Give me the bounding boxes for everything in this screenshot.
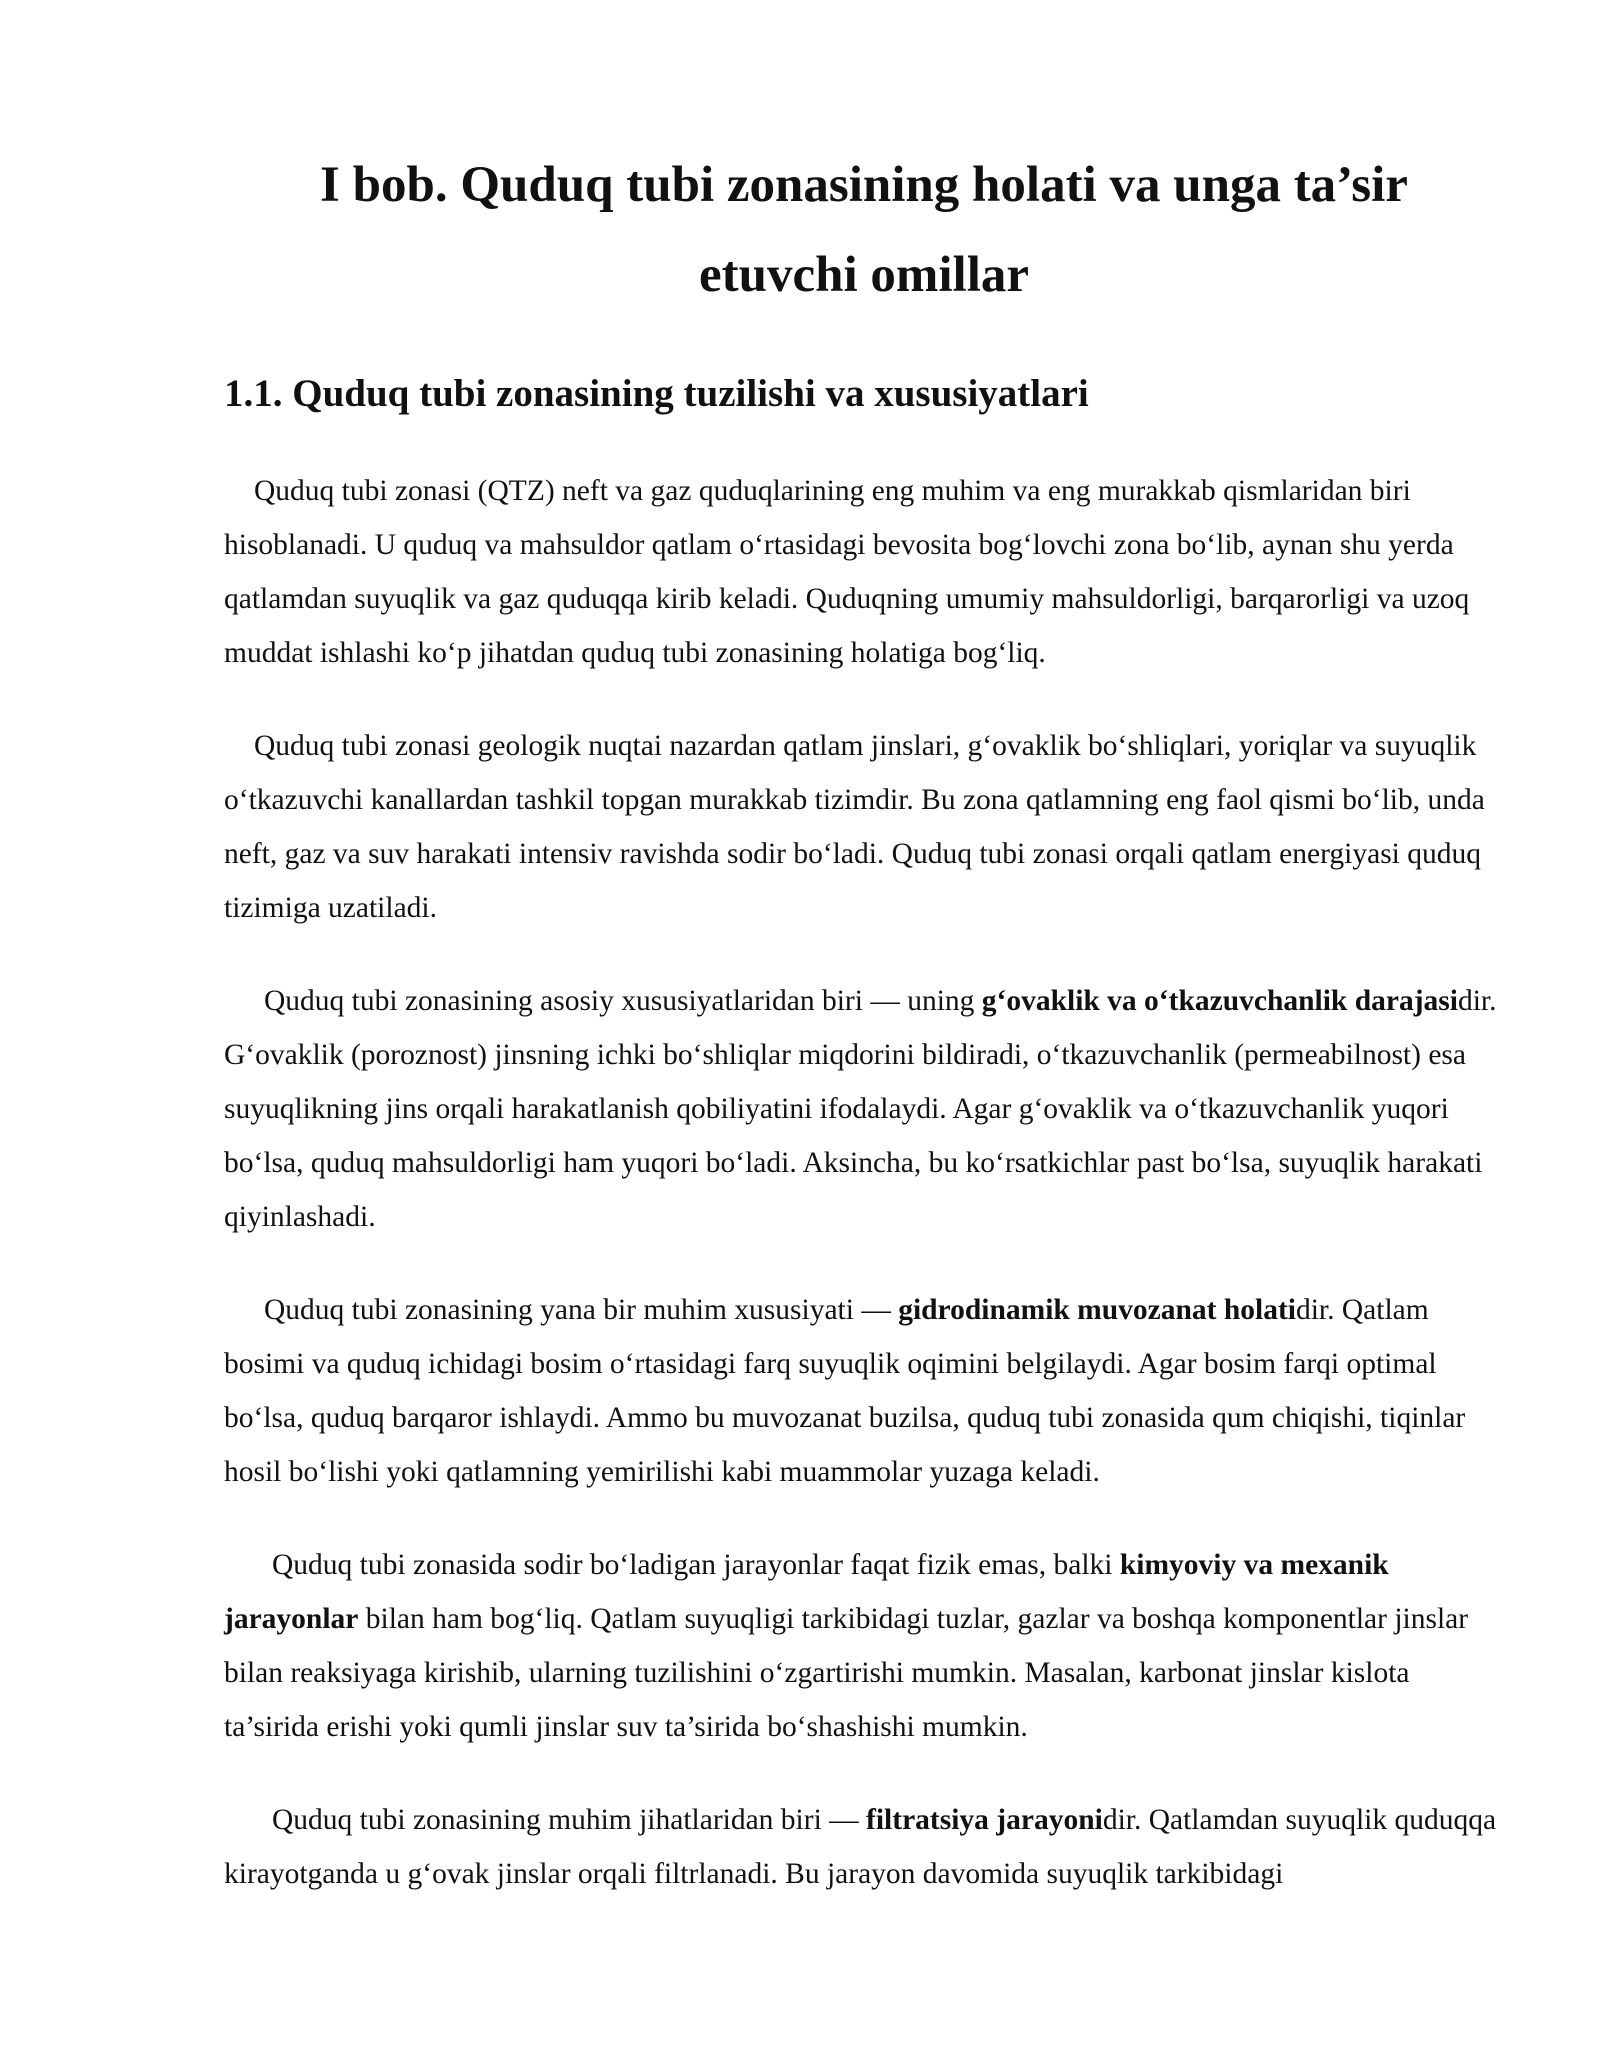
paragraph-text: Quduq tubi zonasi geologik nuqtai nazardan qatlam jinslari, g‘ovaklik bo‘shliqlari, yoriqlar va suyuqlik o‘tkazuvchi kanallardan tashkil topgan murakkab tizimdir. Bu zona qatlamning eng faol qismi bo‘lib, unda neft, gaz va suv harakati intensiv ravishda sodir bo‘ladi. Quduq tubi zonasi orqali qatlam energiyasi quduq tizimiga uzatiladi. — [224, 730, 1485, 924]
paragraph-text: Quduq tubi zonasida sodir bo‘ladigan jarayonlar faqat fizik emas, balki — [272, 1549, 1120, 1581]
document-page — [224, 140, 1504, 1940]
paragraph-text: dir. Qatlam bosimi va quduq ichidagi bosim o‘rtasidagi farq suyuqlik oqimini belgilaydi. Agar bosim farqi optimal bo‘lsa, quduq barqaror ishlaydi. Ammo bu muvozanat buzilsa, quduq tubi zonasida qum chiqishi, tiqinlar hosil bo‘lishi yoki qatlamning yemirilishi kabi muammolar yuzaga keladi. — [224, 1294, 1466, 1488]
bold-term: g‘ovaklik va o‘tkazuvchanlik darajasi — [981, 985, 1458, 1017]
chapter-title: I bob. Quduq tubi zonasining holati va unga ta’sir etuvchi omillar — [320, 157, 1408, 303]
paragraph-4 — [224, 1283, 1504, 1499]
paragraph-3 — [224, 974, 1504, 1244]
paragraph-text: Quduq tubi zonasi (QTZ) neft va gaz quduqlarining eng muhim va eng murakkab qismlaridan biri hisoblanadi. U quduq va mahsuldor qatlam o‘rtasidagi bevosita bog‘lovchi zona bo‘lib, aynan shu yerda qatlamdan suyuqlik va gaz quduqqa kirib keladi. Quduqning umumiy mahsuldorligi, barqarorligi va uzoq muddat ishlashi ko‘p jihatdan quduq tubi zonasining holatiga bog‘liq. — [224, 475, 1470, 669]
bold-term: filtratsiya jarayoni — [866, 1804, 1103, 1836]
paragraph-5 — [224, 1538, 1504, 1754]
paragraph-2 — [224, 719, 1504, 935]
paragraph-1 — [224, 464, 1504, 680]
paragraph-text: Quduq tubi zonasining yana bir muhim xususiyati — — [264, 1294, 899, 1326]
paragraph-text: Quduq tubi zonasining muhim jihatlaridan biri — — [272, 1804, 867, 1836]
bold-term: gidrodinamik muvozanat holati — [898, 1294, 1296, 1326]
section-title: 1.1. Quduq tubi zonasining tuzilishi va xususiyatlari — [224, 372, 1089, 415]
paragraph-text: dir. G‘ovaklik (poroznost) jinsning ichki bo‘shliqlar miqdorini bildiradi, o‘tkazuvchanlik (permeabilnost) esa suyuqlikning jins orqali harakatlanish qobiliyatini ifodalaydi. Agar g‘ovaklik va o‘tkazuvchanlik yuqori bo‘lsa, quduq mahsuldorligi ham yuqori bo‘ladi. Aksincha, bu ko‘rsatkichlar past bo‘lsa, suyuqlik harakati qiyinlashadi. — [224, 985, 1497, 1233]
paragraph-text: Quduq tubi zonasining asosiy xususiyatlaridan biri — uning — [264, 985, 982, 1017]
paragraph-text: bilan ham bog‘liq. Qatlam suyuqligi tarkibidagi tuzlar, gazlar va boshqa komponentlar jinslar bilan reaksiyaga kirishib, ularning tuzilishini o‘zgartirishi mumkin. Masalan, karbonat jinslar kislota ta’sirida erishi yoki qumli jinslar suv ta’sirida bo‘shashishi mumkin. — [224, 1603, 1469, 1743]
paragraph-6 — [224, 1793, 1504, 1901]
paragraph-text: dir. Qatlamdan suyuqlik quduqqa kirayotganda u g‘ovak jinslar orqali filtrlanadi. Bu jarayon davomida suyuqlik tarkibidagi — [224, 1804, 1497, 1890]
bold-term: kimyoviy va mexanik jarayonlar — [224, 1549, 1389, 1635]
